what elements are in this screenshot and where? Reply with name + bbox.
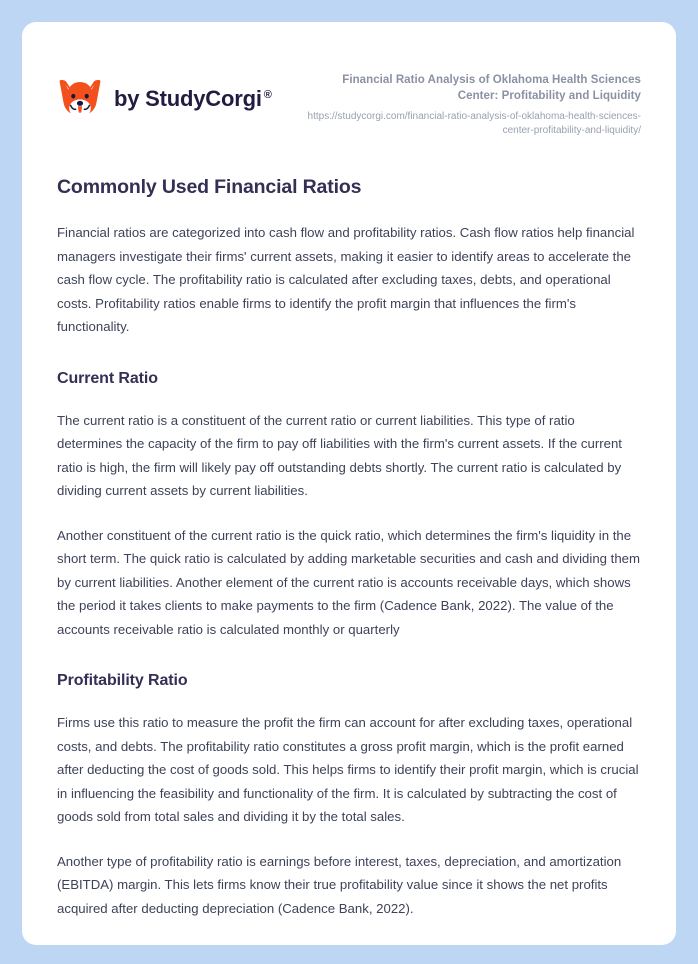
document-meta (301, 69, 641, 139)
paragraph: Another constituent of the current ratio is the quick ratio, which determines the firm's liquidity in the short term. The quick ratio is calculated by adding marketable securities and cash and dividing them by current liabilities. Another element of the current ratio is accounts receivable days, which shows the period it takes clients to make payments to the firm (Cadence Bank, 2022). The value of the accounts receivable ratio is calculated monthly or quarterly (57, 527, 641, 637)
paragraph: Another type of profitability ratio is earnings before interest, taxes, depreciation, and amortization (EBITDA) margin. This lets firms know their true profitability value since it shows the net profits acquired after deducting depreciation (Cadence Bank, 2022). (57, 853, 622, 916)
brand-wordmark (114, 88, 272, 110)
brand-name-text: by StudyCorgi (114, 86, 262, 111)
page-title: Commonly Used Financial Ratios (57, 175, 362, 198)
subsection-heading-profitability-ratio: Profitability Ratio (57, 672, 188, 690)
document-body (57, 139, 641, 921)
document-header (57, 22, 641, 139)
corgi-logo-icon (57, 77, 103, 121)
paragraph: Firms use this ratio to measure the profit the firm can account for after excluding taxes, operational costs, and debts. The profitability ratio constitutes a gross profit margin, which is the profit earned after deducting the cost of goods sold. This helps firms to identify their profit margin, which is crucial in influencing the feasibility and functionality of the firm. It is calculated by subtracting the cost of goods sold from total sales and dividing it by the total sales. (57, 715, 639, 825)
brand-logo (57, 69, 272, 121)
document-url[interactable]: https://studycorgi.com/financial-ratio-analysis-of-oklahoma-health-sciences-center-profitability-and-liquidity/ (307, 110, 641, 137)
document-title: Financial Ratio Analysis of Oklahoma Health Sciences Center: Profitability and Liquidity (342, 74, 641, 103)
intro-paragraph: Financial ratios are categorized into cash flow and profitability ratios. Cash flow ratios help financial managers investigate their firms' current assets, making it easier to identify areas to accelerate the cash flow cycle. The profitability ratio is calculated after excluding taxes, debts, and operational costs. Profitability ratios enable firms to identify the profit margin that influences the firm's functionality. (57, 225, 635, 335)
document-sheet (22, 22, 676, 945)
paragraph: The current ratio is a constituent of the current ratio or current liabilities. This type of ratio determines the capacity of the firm to pay off liabilities with the firm's current assets. If the current ratio is high, the firm will likely pay off outstanding debts shortly. The current ratio is calculated by dividing current assets by current liabilities. (57, 412, 622, 499)
subsection-heading-current-ratio: Current Ratio (57, 369, 158, 387)
registered-trademark-icon: ® (263, 88, 272, 101)
